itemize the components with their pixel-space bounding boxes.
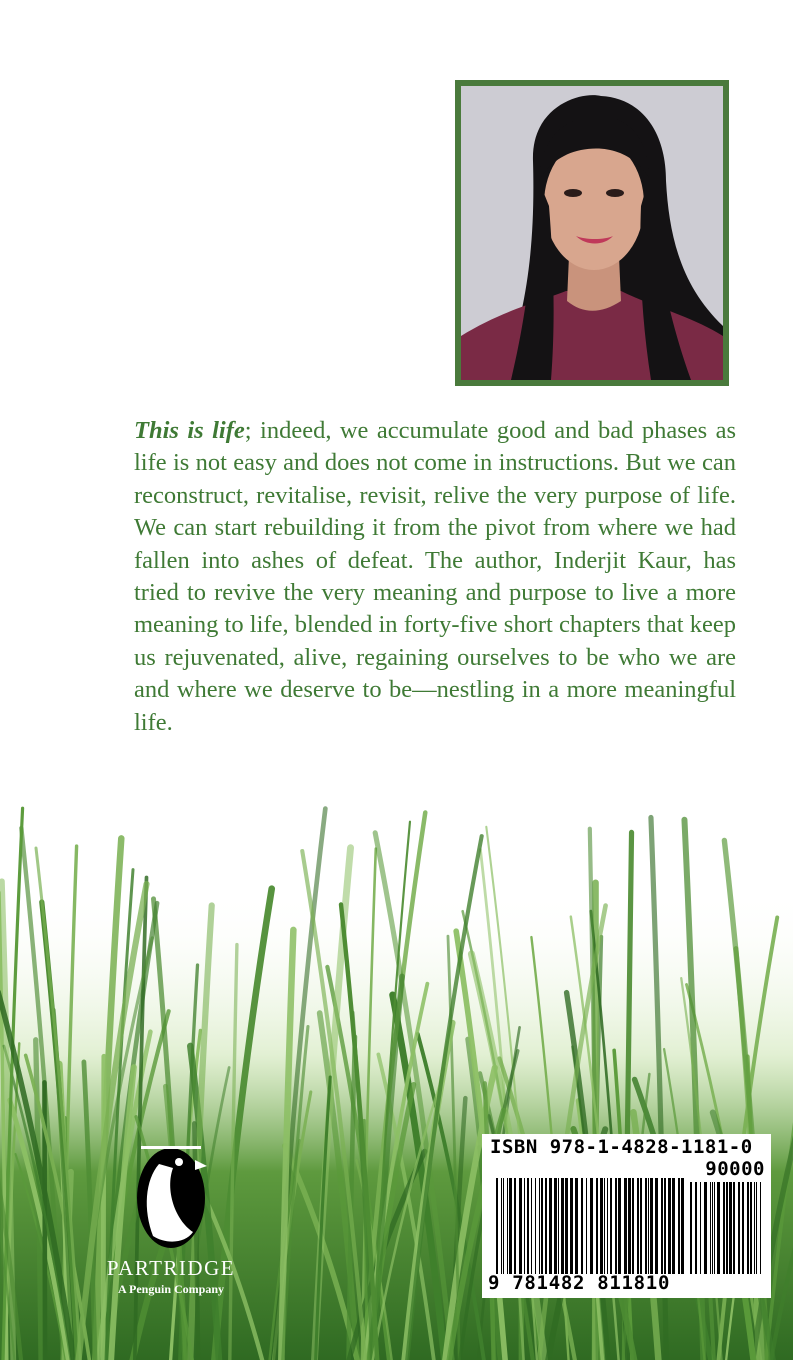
barcode-bar xyxy=(501,1178,502,1274)
isbn-label: ISBN 978-1-4828-1181-0 xyxy=(490,1136,753,1158)
barcode-bar xyxy=(600,1178,603,1274)
barcode-bar xyxy=(733,1182,735,1274)
barcode-bar xyxy=(628,1178,631,1274)
barcode-bar xyxy=(640,1178,642,1274)
barcode-bars-addon xyxy=(690,1182,764,1274)
barcode-bar xyxy=(672,1178,675,1274)
book-blurb xyxy=(134,415,736,739)
barcode-bar xyxy=(604,1178,605,1274)
barcode-bar xyxy=(664,1178,666,1274)
barcode-bar xyxy=(750,1182,752,1274)
barcode-digits: 9 781482 811810 xyxy=(488,1272,671,1294)
barcode-bar xyxy=(586,1178,587,1274)
barcode-bar xyxy=(681,1178,684,1274)
publisher-tagline: A Penguin Company xyxy=(117,1282,225,1296)
publisher-logo xyxy=(92,1140,250,1300)
barcode-bar xyxy=(742,1182,744,1274)
barcode-bar xyxy=(738,1182,740,1274)
barcode-bar xyxy=(570,1178,573,1274)
barcode-bar xyxy=(712,1182,713,1274)
barcode-bar xyxy=(496,1178,498,1274)
barcode-bar xyxy=(590,1178,593,1274)
penguin-logo-icon xyxy=(135,1140,207,1250)
barcode-bar xyxy=(607,1178,608,1274)
barcode-bar xyxy=(565,1178,568,1274)
barcode-bar xyxy=(723,1182,725,1274)
barcode-bar xyxy=(678,1178,680,1274)
barcode-bar xyxy=(561,1178,564,1274)
barcode-bar xyxy=(558,1178,559,1274)
barcode-bar xyxy=(541,1178,543,1274)
barcode-bar xyxy=(717,1182,720,1274)
barcode-bar xyxy=(714,1182,715,1274)
publisher-name: PARTRIDGE xyxy=(106,1256,236,1280)
barcode-bar xyxy=(575,1178,578,1274)
barcode-bar xyxy=(545,1178,547,1274)
barcode-bar xyxy=(581,1178,583,1274)
barcode-bar xyxy=(754,1182,755,1274)
barcode-bar xyxy=(610,1178,612,1274)
barcode-bar xyxy=(615,1178,617,1274)
barcode-bar xyxy=(650,1178,653,1274)
barcode-bar xyxy=(700,1182,701,1274)
barcode-bar xyxy=(760,1182,761,1274)
barcode-bar xyxy=(503,1178,504,1274)
barcode-bar xyxy=(655,1178,658,1274)
barcode-bar xyxy=(549,1178,552,1274)
barcode-bar xyxy=(704,1182,707,1274)
barcode-bar xyxy=(618,1178,621,1274)
barcode-bar xyxy=(531,1178,532,1274)
barcode-bar xyxy=(524,1178,525,1274)
barcode-bar xyxy=(507,1178,508,1274)
barcode-bar xyxy=(668,1178,671,1274)
author-photo-frame xyxy=(455,80,729,386)
barcode-bar xyxy=(514,1178,516,1274)
barcode-bars-main xyxy=(496,1178,684,1274)
barcode-bar xyxy=(648,1178,649,1274)
barcode-bar xyxy=(747,1182,749,1274)
blurb-lead: This is life xyxy=(134,417,245,444)
price-code: 90000 xyxy=(705,1158,765,1180)
barcode-bar xyxy=(519,1178,522,1274)
barcode-bar xyxy=(690,1182,692,1274)
barcode-bar xyxy=(695,1182,697,1274)
barcode-bar xyxy=(661,1178,663,1274)
barcode-bar xyxy=(632,1178,634,1274)
barcode-bar xyxy=(726,1182,728,1274)
barcode-bar xyxy=(645,1178,647,1274)
barcode-bar xyxy=(624,1178,627,1274)
blurb-body: ; indeed, we accumulate good and bad phases as life is not easy and does not come in instructions. But we can reconstruct, revitalise, revisit, relive the very purpose of life. We can start rebuilding it from the pivot from where we had fallen into ashes of defeat. The author, Inderjit Kaur, has tried to revive the very meaning and purpose to live a more meaning to life, blended in forty-five short chapters that keep us rejuvenated, alive, regaining ourselves to be who we are and where we deserve to be—nestling in a more meaningful life. xyxy=(134,417,737,736)
author-photo xyxy=(461,86,723,380)
isbn-barcode xyxy=(482,1134,771,1298)
barcode-bar xyxy=(756,1182,757,1274)
barcode-bar xyxy=(527,1178,529,1274)
barcode-bar xyxy=(535,1178,536,1274)
barcode-bar xyxy=(729,1182,732,1274)
barcode-bar xyxy=(637,1178,639,1274)
barcode-bar xyxy=(596,1178,598,1274)
author-portrait-icon xyxy=(461,86,723,380)
barcode-bar xyxy=(539,1178,540,1274)
barcode-bar xyxy=(509,1178,512,1274)
barcode-bar xyxy=(554,1178,557,1274)
barcode-bar xyxy=(710,1182,711,1274)
